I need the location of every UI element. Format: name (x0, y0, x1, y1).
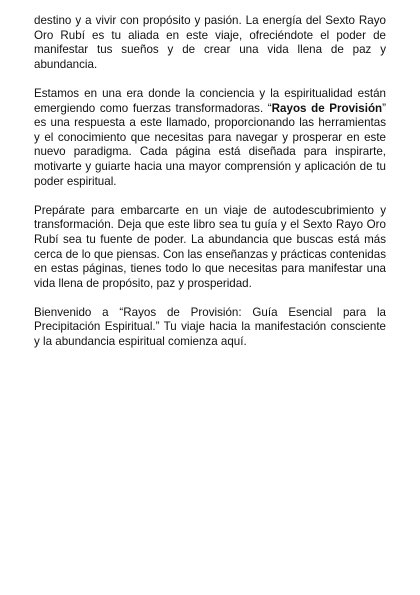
paragraph-3: Prepárate para embarcarte en un viaje de autodescubrimiento y transformación. Deja que este libro sea tu guía y el Sexto Rayo Oro Rubí sea tu fuente de poder. La abundancia que buscas está más cerca de lo que piensas. Con las enseñanzas y prácticas contenidas en estas páginas, tienes todo lo que necesitas para manifestar una vida llena de propósito, paz y prosperidad. (34, 203, 386, 290)
paragraph-1: destino y a vivir con propósito y pasión. La energía del Sexto Rayo Oro Rubí es tu aliada en este viaje, ofreciéndote el poder de manifestar tus sueños y de crear una vida llena de paz y abundancia. (34, 14, 386, 71)
paragraph-2 (34, 87, 386, 189)
book-title-emphasis: Rayos de Provisión (271, 101, 383, 115)
paragraph-4: Bienvenido a “Rayos de Provisión: Guía Esencial para la Precipitación Espiritual.” Tu viaje hacia la manifestación consciente y la abundancia espiritual comienza aquí. (34, 305, 386, 349)
paragraph-2-intro: Estamos en una era donde la conciencia y la espiritualidad están emergiendo como fuerzas transformadoras. “ (34, 86, 386, 115)
document-page (34, 14, 386, 364)
paragraph-2-rest: ” es una respuesta a este llamado, proporcionando las herramientas y el conocimiento que necesitas para navegar y prosperar en este nuevo paradigma. Cada página está diseñada para inspirarte, motivarte y guiarte hacia una mayor comprensión y aplicación de tu poder espiritual. (34, 101, 386, 188)
